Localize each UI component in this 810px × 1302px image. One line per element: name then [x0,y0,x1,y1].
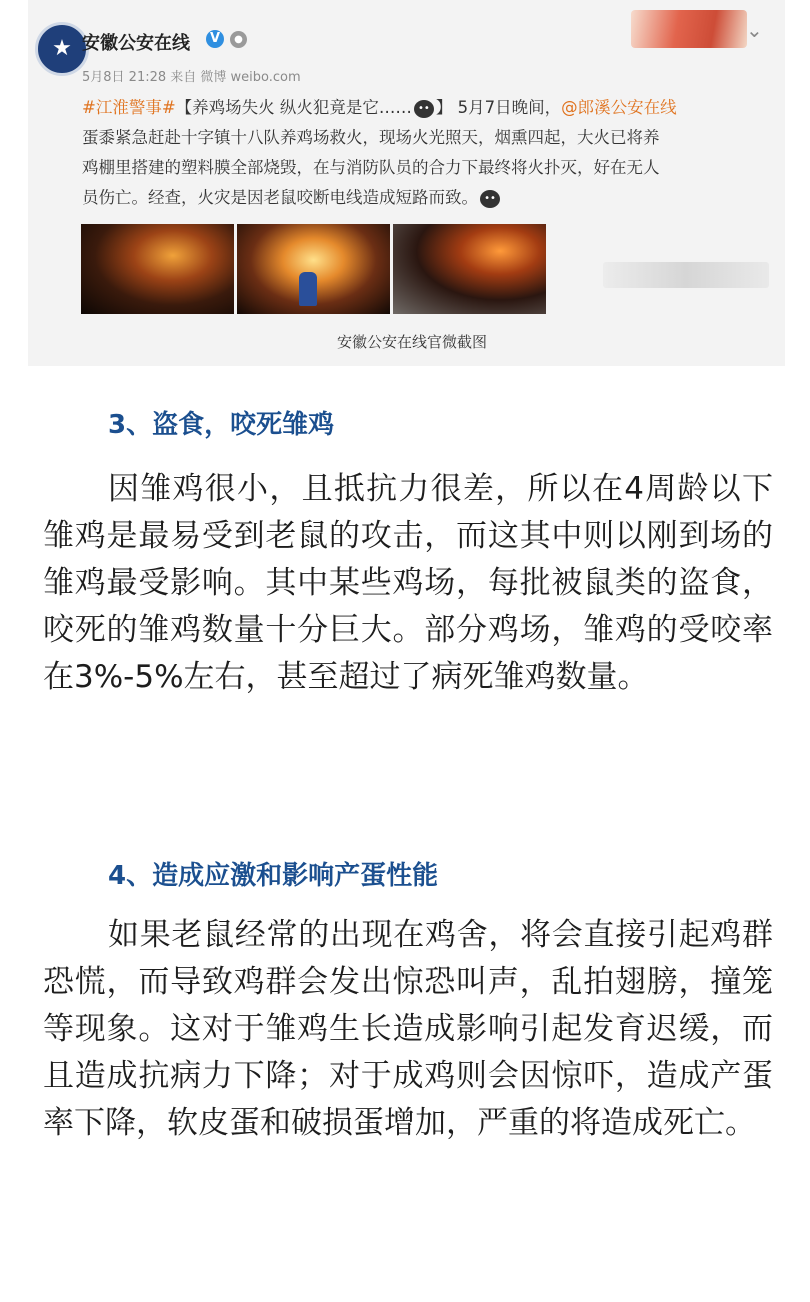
post-line-3: 鸡棚里搭建的塑料膜全部烧毁，在与消防队员的合力下最终将火扑灭，好在无人 [82,158,660,177]
post-line-2: 蛋黍紧急赶赴十字镇十八队养鸡场救火，现场火光照天，烟熏四起，大火已将养 [82,128,660,147]
post-body-start: 5月7日晚间， [457,98,562,117]
post-line-4-text: 员伤亡。经查，火灾是因老鼠咬断电线造成短路而致。 [82,188,478,207]
section-4-paragraph: 如果老鼠经常的出现在鸡舍，将会直接引起鸡群恐慌，而导致鸡群会发出惊恐叫声，乱拍翅膀，撞笼等现象。这对于雏鸡生长造成影响引起发育迟缓，而且造成抗病力下降；对于成鸡则会因惊吓，造成产蛋率下降，软皮蛋和破损蛋增加，严重的将造成死亡。 [43,917,773,1141]
mention-link[interactable]: @郎溪公安在线 [561,98,677,117]
weibo-post-screenshot [28,0,785,366]
section-3-heading: 3、盗食，咬死雏鸡 [108,410,335,440]
firefighter-figure [299,272,317,306]
hashtag-link[interactable]: #江淮警事# [82,98,176,117]
verified-icon: V [206,30,224,48]
post-headline-close: 】 [435,98,453,117]
fire-photo-3[interactable] [393,224,546,314]
blurred-region [603,262,769,288]
vip-icon: ● [230,31,247,48]
section-4-heading: 4、造成应激和影响产蛋性能 [108,861,439,891]
account-name[interactable]: 安徽公安在线 [82,33,190,54]
fire-photo-2[interactable] [237,224,390,314]
post-time: 5月8日 21:28 [82,70,167,85]
emoji-icon: •• [414,100,434,118]
post-headline: 【养鸡场失火 纵火犯竟是它…… [175,98,412,117]
section-3-paragraph: 因雏鸡很小，且抵抗力很差，所以在4周龄以下雏鸡是最易受到老鼠的攻击，而这其中则以刚到场的雏鸡最受影响。其中某些鸡场，每批被鼠类的盗食，咬死的雏鸡数量十分巨大。部分鸡场，雏鸡的受咬率在3%-5%左右，甚至超过了病死雏鸡数量。 [43,471,773,695]
post-body [82,93,762,213]
fire-photo-1[interactable] [81,224,234,314]
post-meta [82,66,301,85]
banner-decoration [631,10,747,48]
chevron-down-icon[interactable]: ⌄ [746,18,763,42]
police-emblem-icon: ★ [35,22,89,76]
emoji-icon: •• [480,190,500,208]
post-line-4 [82,183,762,213]
post-line-1 [82,93,762,123]
post-source: 来自 微博 weibo.com [170,70,301,85]
screenshot-caption: 安徽公安在线官微截图 [337,333,488,351]
